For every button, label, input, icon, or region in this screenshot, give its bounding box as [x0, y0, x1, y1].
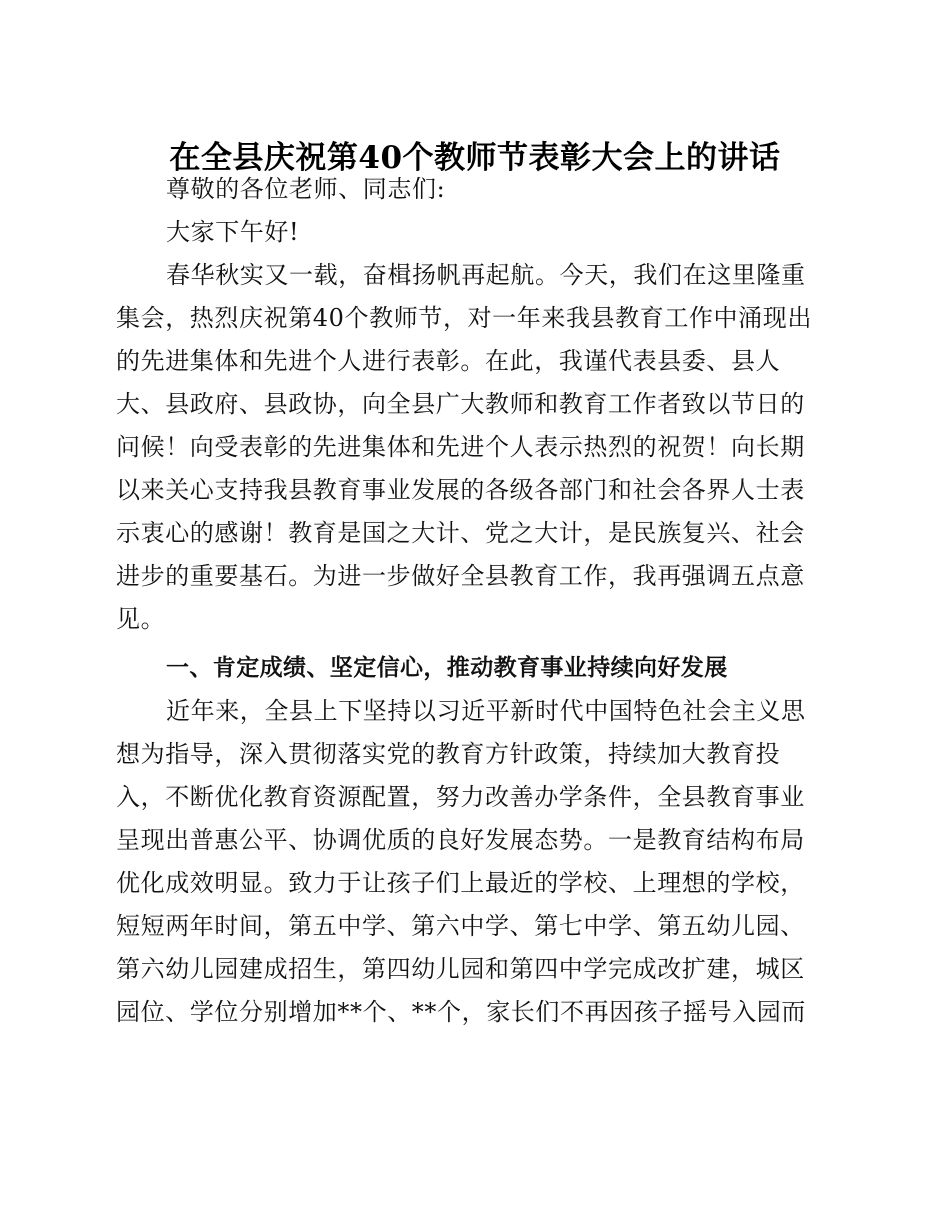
paragraph-line: 园位、学位分别增加**个、**个，家长们不再因孩子摇号入园而: [116, 998, 806, 1026]
paragraph-line: 近年来，全县上下坚持以习近平新时代中国特色社会主义思: [166, 697, 806, 725]
document-body: [116, 168, 828, 1034]
paragraph-line: 大、县政府、县政协，向全县广大教师和教育工作者致以节日的: [116, 390, 805, 418]
paragraph-line: 的先进集体和先进个人进行表彰。在此，我谨代表县委、县人: [116, 347, 781, 375]
paragraph-line: 入，不断优化教育资源配置，努力改善办学条件，全县教育事业: [116, 783, 805, 811]
paragraph-line: 优化成效明显。致力于让孩子们上最近的学校、上理想的学校，: [116, 869, 805, 897]
paragraph-line: 想为指导，深入贯彻落实党的教育方针政策，持续加大教育投: [116, 740, 781, 768]
paragraph-line: 见。: [116, 605, 166, 633]
paragraph-line: 问候！向受表彰的先进集体和先进个人表示热烈的祝贺！向长期: [116, 433, 805, 461]
paragraph-line: 第六幼儿园建成招生，第四幼儿园和第四中学完成改扩建，城区: [116, 955, 805, 983]
document-title: 在全县庆祝第40个教师节表彰大会上的讲话: [169, 140, 781, 176]
paragraph-line: 以来关心支持我县教育事业发展的各级各部门和社会各界人士表: [116, 476, 805, 504]
paragraph-line: 呈现出普惠公平、协调优质的良好发展态势。一是教育结构布局: [116, 826, 805, 854]
paragraph-line: 短短两年时间，第五中学、第六中学、第七中学、第五幼儿园、: [116, 912, 805, 940]
salutation: 尊敬的各位老师、同志们:: [166, 175, 446, 203]
greeting: 大家下午好!: [166, 218, 300, 246]
paragraph-line: 示衷心的感谢！教育是国之大计、党之大计，是民族复兴、社会: [116, 519, 805, 547]
paragraph-line: 集会，热烈庆祝第40个教师节，对一年来我县教育工作中涌现出: [116, 304, 812, 332]
paragraph-line: 春华秋实又一载，奋楫扬帆再起航。今天，我们在这里隆重: [166, 261, 806, 289]
paragraph-line: 进步的重要基石。为进一步做好全县教育工作，我再强调五点意: [116, 562, 805, 590]
section-heading: 一、肯定成绩、坚定信心，推动教育事业持续向好发展: [166, 655, 728, 681]
